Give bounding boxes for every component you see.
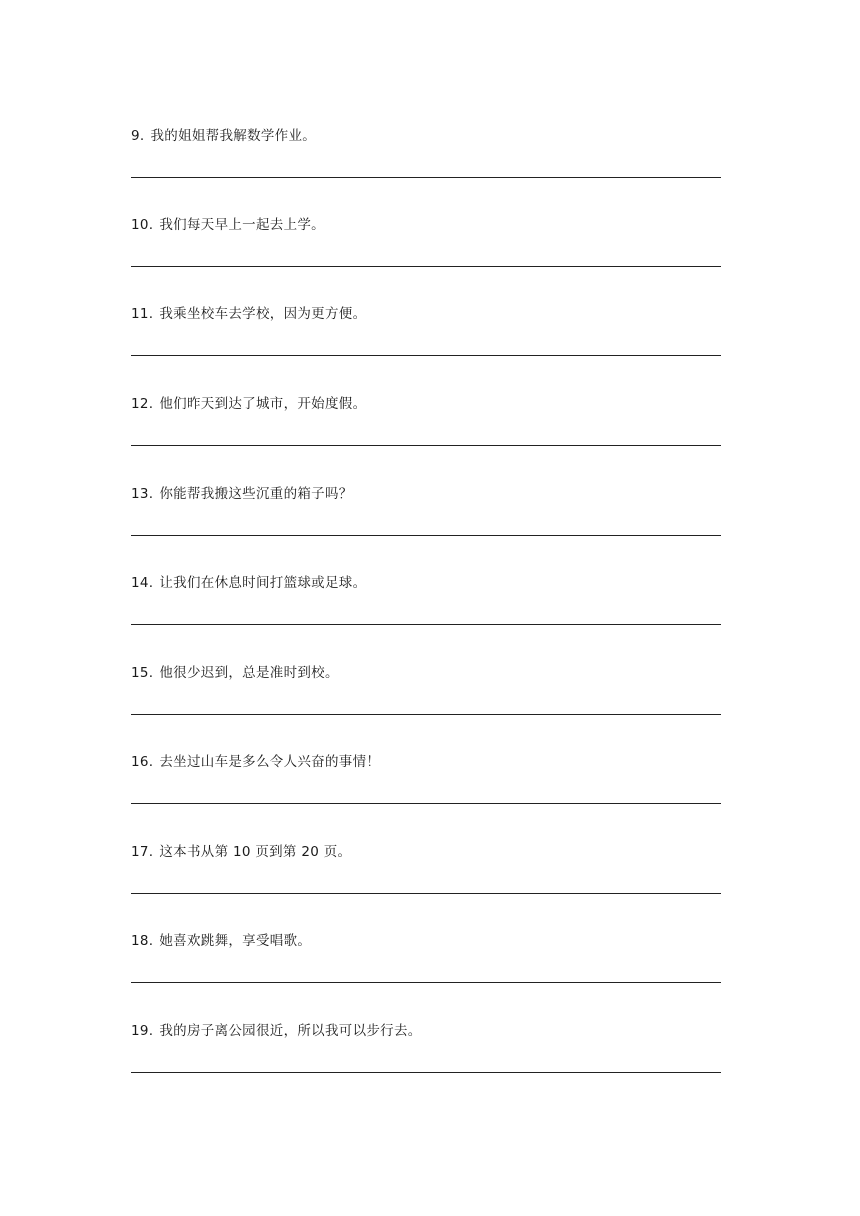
answer-line[interactable] [131, 803, 721, 804]
question-10 [131, 216, 721, 276]
question-sentence: 他们昨天到达了城市，开始度假。 [159, 396, 367, 412]
question-prompt [131, 843, 351, 861]
question-sentence: 我乘坐校车去学校，因为更方便。 [159, 306, 367, 322]
question-prompt [131, 395, 366, 413]
question-sentence: 我的房子离公园很近，所以我可以步行去。 [159, 1023, 422, 1039]
question-number: 10. [131, 217, 154, 233]
question-19 [131, 1022, 721, 1082]
question-13 [131, 485, 721, 545]
question-prompt [131, 216, 325, 234]
question-number: 18. [131, 933, 154, 949]
question-sentence: 这本书从第 10 页到第 20 页。 [159, 844, 352, 860]
question-sentence: 让我们在休息时间打篮球或足球。 [159, 575, 367, 591]
question-prompt [131, 753, 380, 771]
question-sentence: 去坐过山车是多么令人兴奋的事情！ [159, 754, 381, 770]
question-number: 9. [131, 128, 145, 144]
question-9 [131, 127, 721, 187]
question-number: 19. [131, 1023, 154, 1039]
question-number: 15. [131, 665, 154, 681]
question-number: 13. [131, 486, 154, 502]
answer-line[interactable] [131, 893, 721, 894]
answer-line[interactable] [131, 355, 721, 356]
question-sentence: 我的姐姐帮我解数学作业。 [150, 128, 317, 144]
answer-line[interactable] [131, 266, 721, 267]
question-12 [131, 395, 721, 455]
question-number: 11. [131, 306, 154, 322]
question-prompt [131, 485, 353, 503]
question-14 [131, 574, 721, 634]
answer-line[interactable] [131, 535, 721, 536]
question-18 [131, 932, 721, 992]
question-prompt [131, 574, 366, 592]
question-number: 16. [131, 754, 154, 770]
question-17 [131, 843, 721, 903]
question-number: 14. [131, 575, 154, 591]
question-sentence: 我们每天早上一起去上学。 [159, 217, 325, 233]
answer-line[interactable] [131, 714, 721, 715]
question-16 [131, 753, 721, 813]
question-prompt [131, 305, 366, 323]
answer-line[interactable] [131, 1072, 721, 1073]
answer-line[interactable] [131, 445, 721, 446]
question-prompt [131, 932, 311, 950]
question-sentence: 他很少迟到，总是准时到校。 [159, 665, 339, 681]
question-11 [131, 305, 721, 365]
answer-line[interactable] [131, 624, 721, 625]
question-number: 12. [131, 396, 154, 412]
question-prompt [131, 127, 316, 145]
answer-line[interactable] [131, 982, 721, 983]
question-number: 17. [131, 844, 154, 860]
question-sentence: 你能帮我搬这些沉重的箱子吗？ [159, 486, 353, 502]
question-prompt [131, 664, 339, 682]
question-15 [131, 664, 721, 724]
answer-line[interactable] [131, 177, 721, 178]
question-sentence: 她喜欢跳舞，享受唱歌。 [159, 933, 312, 949]
question-prompt [131, 1022, 422, 1040]
